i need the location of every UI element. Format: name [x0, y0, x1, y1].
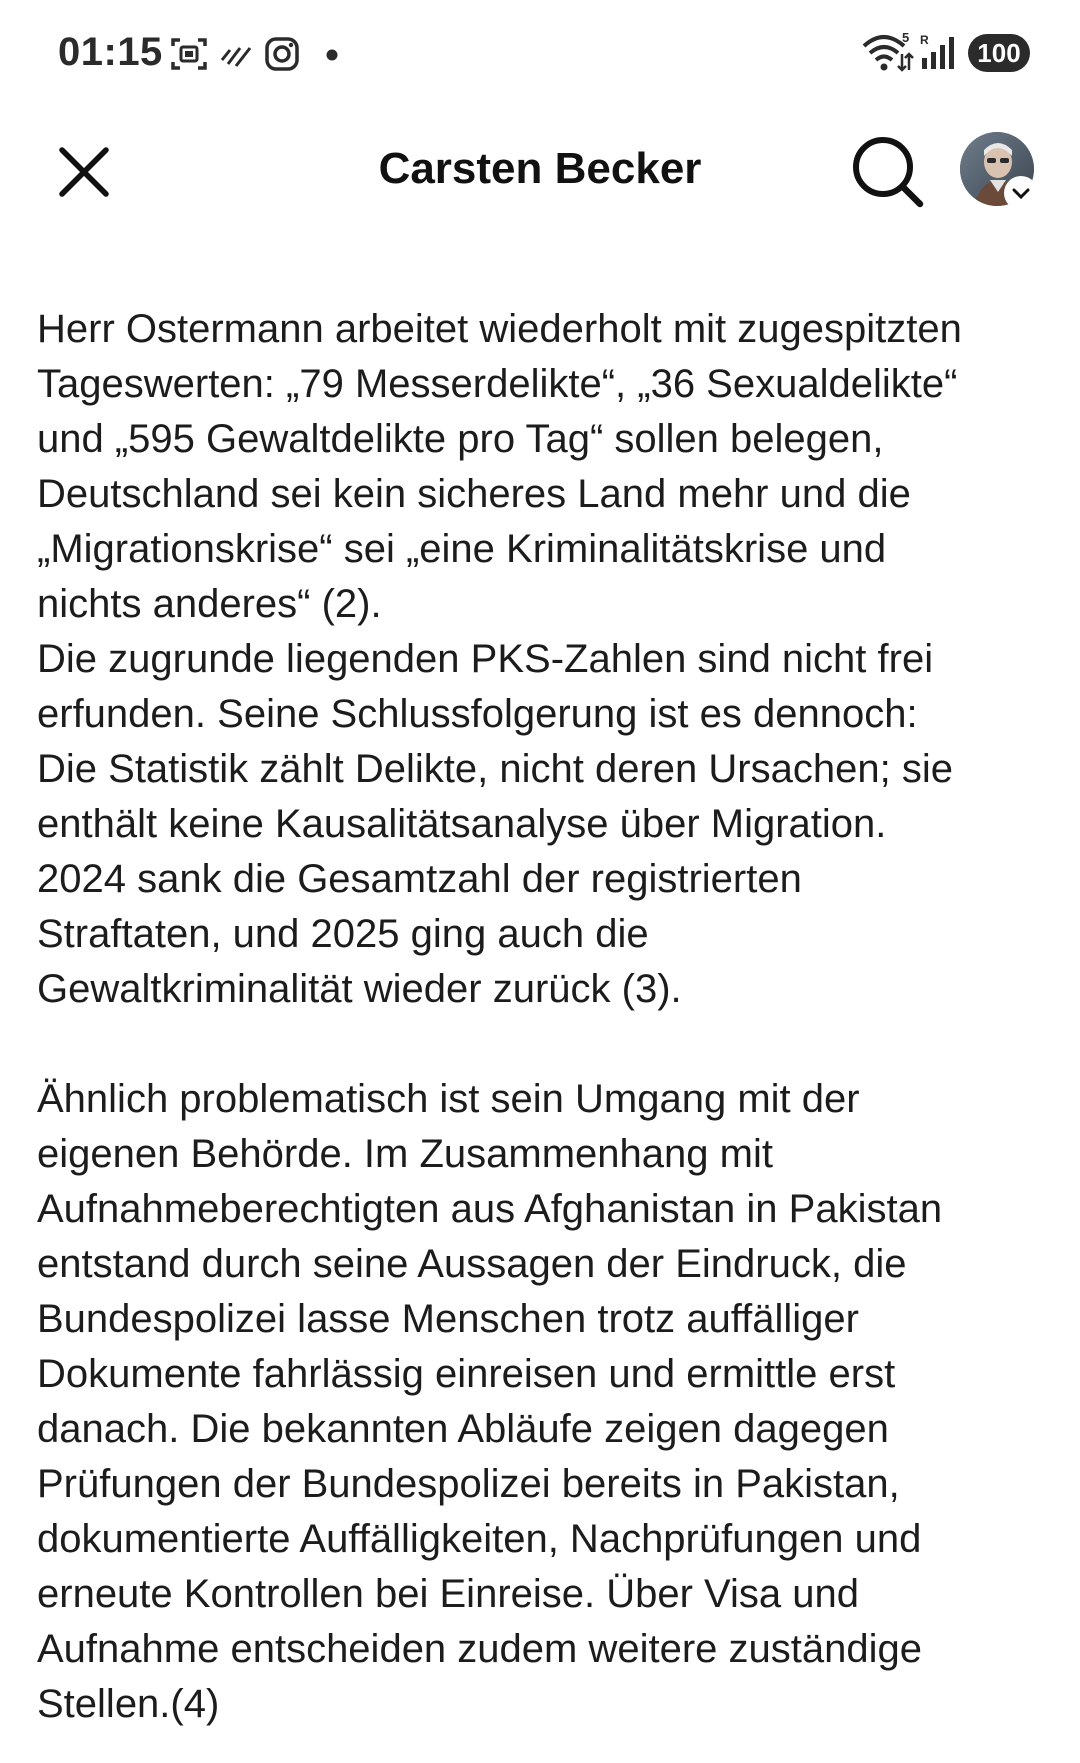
notification-dot-icon: [326, 48, 338, 66]
instagram-icon: [264, 36, 300, 77]
clipped-text-line: [37, 232, 1047, 246]
profile-avatar-button[interactable]: [960, 132, 1034, 206]
battery-indicator: 100: [968, 34, 1030, 72]
search-icon: [850, 134, 926, 210]
post-paragraph-2: Ähnlich problematisch ist sein Umgang mit der eigenen Behörde. Im Zusammenhang mit Aufnahmeberechtigten aus Afghanistan in Pakistan entstand durch seine Aussagen der Eindruck, die Bundespolizei lasse Menschen trotz auffälliger Dokumente fahrlässig einreisen und ermittle erst danach. Die bekannten Abläufe zeigen dagegen Prüfungen der Bundespolizei bereits in Pakistan, dokumentierte Auffälligkeiten, Nachprüfungen und erneute Kontrollen bei Einreise. Über Visa und Aufnahme entscheiden zudem weitere zuständige Stellen.(4): [37, 1077, 943, 1726]
search-button[interactable]: [850, 134, 926, 210]
chevron-down-icon: [1004, 176, 1038, 210]
nfc-icon: [220, 40, 252, 73]
signal-icon: [920, 32, 960, 77]
header-bar: [0, 110, 1080, 232]
svg-text:R: R: [920, 33, 929, 47]
paragraph-gap: [37, 1017, 1047, 1072]
post-paragraph-1: Herr Ostermann arbeitet wiederholt mit zugespitzten Tageswerten: „79 Messerdelikte“, „36 Sexualdelikte“ und „595 Gewaltdelikte pro Tag“ sollen belegen, Deutschland sei kein sicheres Land mehr und die „Migrationskrise“ sei „eine Kriminalitätskrise und nichts anderes“ (2). Die zugrunde liegenden PKS-Zahlen sind nicht frei erfunden. Seine Schlussfolgerung ist es dennoch: Die Statistik zählt Delikte, nicht deren Ursachen; sie enthält keine Kausalitätsanalyse über Migration. 2024 sank die Gesamtzahl der registrierten Straftaten, und 2025 ging auch die Gewaltkriminalität wieder zurück (3).: [37, 307, 962, 1011]
wifi-icon: [862, 32, 914, 79]
status-bar: [0, 0, 1080, 110]
svg-text:5: 5: [902, 32, 910, 45]
page-title: Carsten Becker: [378, 144, 702, 193]
close-button[interactable]: [52, 140, 116, 204]
status-time: 01:15: [58, 30, 163, 74]
screenshot-icon: [170, 36, 208, 77]
close-icon: [52, 140, 116, 204]
post-body: [37, 232, 1047, 1732]
